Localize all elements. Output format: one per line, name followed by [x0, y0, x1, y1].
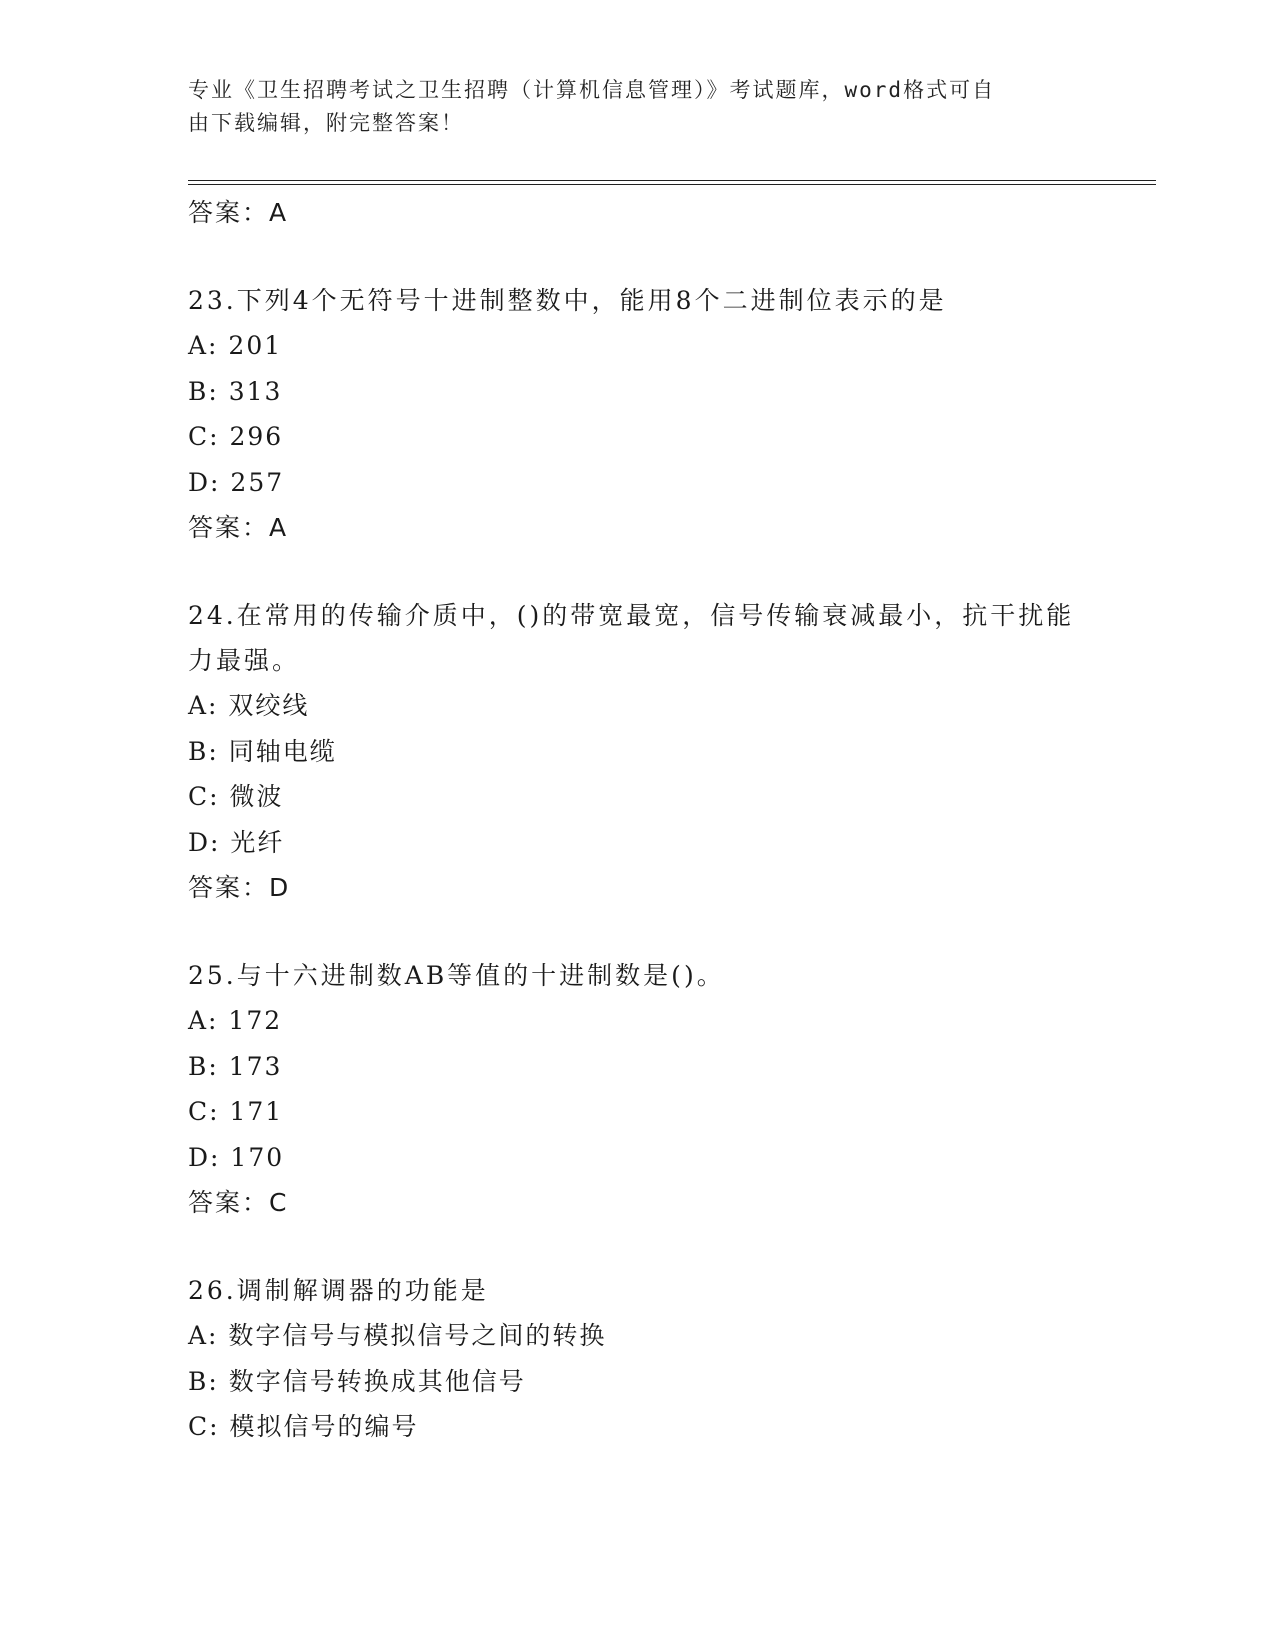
- question-block-23: [188, 278, 1088, 551]
- header-divider-bottom: [188, 184, 1156, 185]
- option-a: A: 172: [188, 1006, 283, 1035]
- question-block-24: [188, 593, 1088, 911]
- document-header: [188, 74, 1068, 140]
- option-c: C: 微波: [188, 782, 284, 811]
- option-c: C: 296: [188, 422, 284, 451]
- question-list: [188, 190, 1088, 1450]
- answer-line: 答案：C: [188, 1188, 289, 1217]
- answer-line: 答案：D: [188, 873, 291, 902]
- option-d: D: 257: [188, 467, 285, 497]
- question-text: 23.下列4个无符号十进制整数中，能用8个二进制位表示的是: [188, 286, 947, 315]
- question-text: 25.与十六进制数AB等值的十进制数是()。: [188, 961, 725, 990]
- option-b: B: 同轴电缆: [188, 736, 337, 766]
- header-line-1: 专业《卫生招聘考试之卫生招聘（计算机信息管理）》考试题库，word格式可自: [188, 78, 996, 102]
- answer-line: 答案：A: [188, 513, 289, 542]
- header-divider-top: [188, 180, 1156, 181]
- answer-line: 答案：A: [188, 198, 289, 227]
- question-text: 26.调制解调器的功能是: [188, 1276, 489, 1305]
- option-c: C: 171: [188, 1097, 284, 1126]
- option-a: A: 数字信号与模拟信号之间的转换: [188, 1321, 607, 1350]
- question-block-25: [188, 953, 1088, 1226]
- option-b: B: 173: [188, 1051, 283, 1081]
- option-b: B: 313: [188, 376, 283, 406]
- option-d: D: 170: [188, 1142, 285, 1172]
- question-block-26: [188, 1268, 1088, 1450]
- option-d: D: 光纤: [188, 827, 285, 857]
- question-text: 24.在常用的传输介质中，()的带宽最宽，信号传输衰减最小，抗干扰能力最强。: [188, 601, 1075, 675]
- option-b: B: 数字信号转换成其他信号: [188, 1366, 526, 1396]
- option-a: A: 201: [188, 331, 283, 360]
- option-a: A: 双绞线: [188, 691, 310, 720]
- option-c: C: 模拟信号的编号: [188, 1412, 419, 1441]
- header-line-2: 由下载编辑，附完整答案！: [188, 111, 464, 135]
